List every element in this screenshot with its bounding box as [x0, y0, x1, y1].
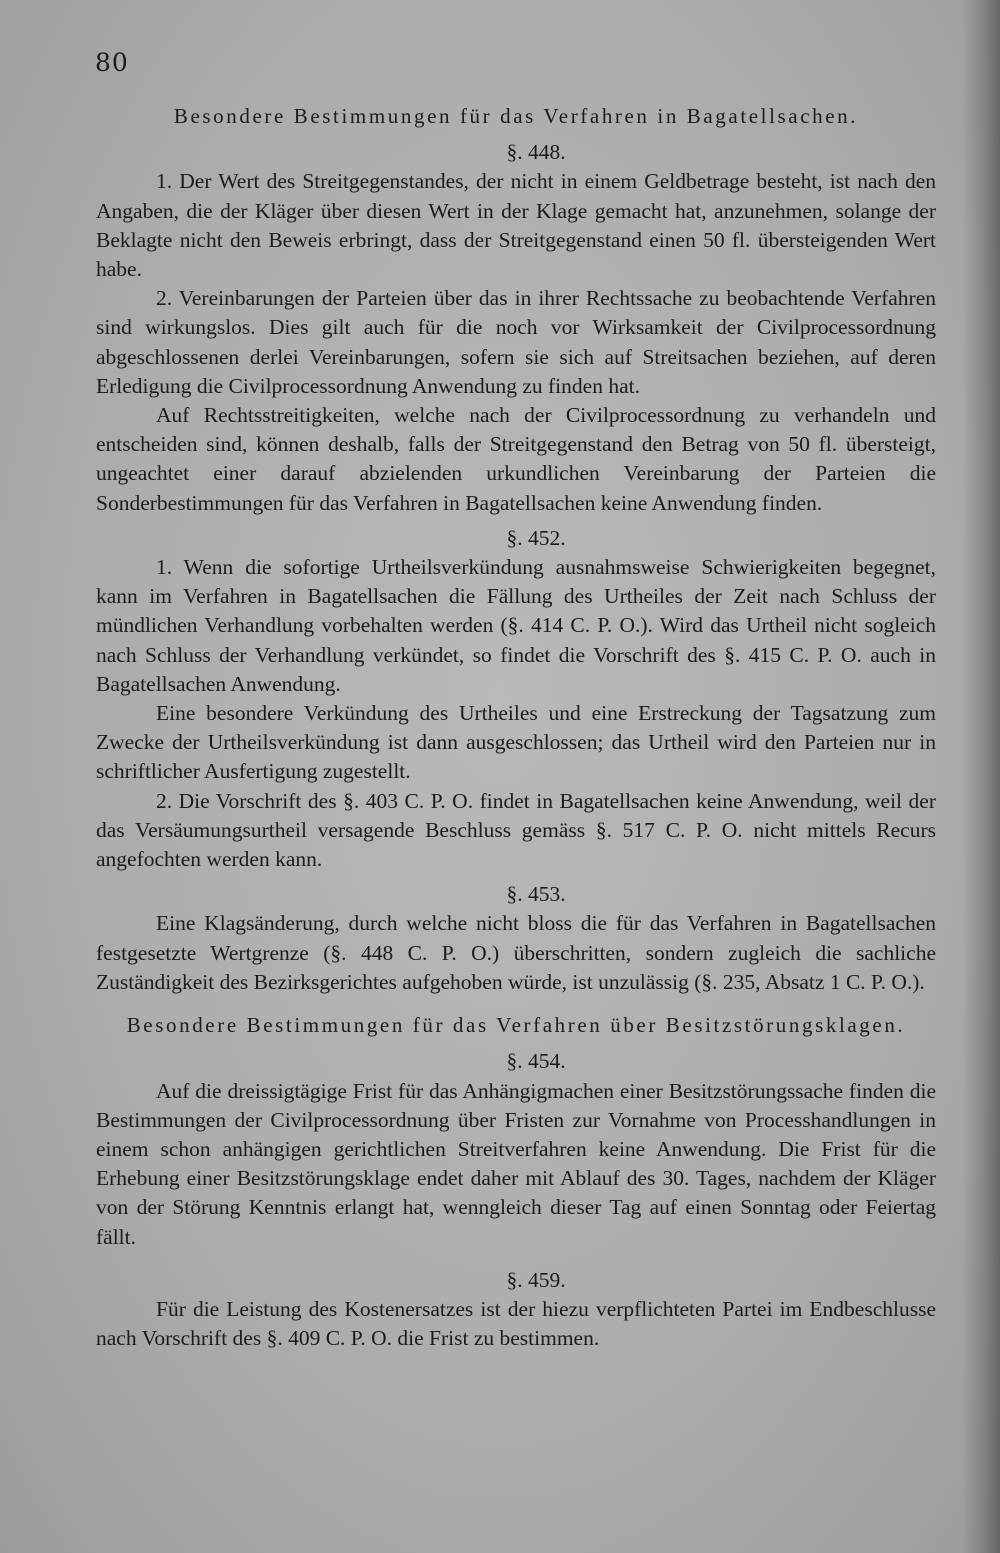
paragraph-448-2: 2. Vereinbarungen der Parteien über das in ihrer Rechtssache zu beobachtende Verfahren sind wirkungslos. Dies gilt auch für die noch vor Wirksamkeit der Civilprocessordnung abgeschlossenen derlei Vereinbarungen, sofern sie sich auf Streitsachen beziehen, auf deren Erledigung die Civilprocessordnung Anwendung zu finden hat. [96, 286, 936, 398]
page-number: 80 [95, 48, 129, 77]
paragraph-453-1: Eine Klagsänderung, durch welche nicht bloss die für das Verfahren in Bagatellsachen festgesetzte Wertgrenze (§. 448 C. P. O.) überschritten, sondern zugleich die sachliche Zuständigkeit des Bezirksgerichtes aufgehoben würde, ist unzulässig (§. 235, Absatz 1 C. P. O.). [96, 911, 936, 994]
section-title-459: §. 459. [506, 1267, 566, 1292]
page-body [96, 102, 936, 1353]
paragraph-459-1: Für die Leistung des Kostenersatzes ist der hiezu verpflichteten Partei im Endbeschlusse nach Vorschrift des §. 409 C. P. O. die Frist zu bestimmen. [96, 1296, 936, 1351]
paragraph-448-1: 1. Der Wert des Streitgegenstandes, der nicht in einem Geldbetrage besteht, ist nach den Angaben, die der Kläger über diesen Wert in der Klage gemacht hat, anzunehmen, solange der Beklagte nicht den Beweis erbringt, dass der Streitgegenstand einen 50 fl. übersteigenden Wert habe. [96, 169, 936, 282]
chapter-heading-besitzstoerung: Besondere Bestimmungen für das Verfahren über Besitzstörungsklagen. [126, 1013, 906, 1038]
section-title-453: §. 453. [506, 882, 566, 907]
section-title-454: §. 454. [506, 1049, 566, 1074]
paragraph-452-2: Eine besondere Verkündung des Urtheiles und eine Erstreckung der Tagsatzung zum Zwecke der Urtheilsverkündung ist dann ausgeschlossen; das Urtheil wird den Parteien nur in schriftlicher Ausfertigung zugestellt. [96, 701, 936, 784]
section-title-452: §. 452. [506, 525, 566, 550]
chapter-heading-bagatell: Besondere Bestimmungen für das Verfahren in Bagatellsachen. [173, 104, 859, 128]
paragraph-448-3: Auf Rechtsstreitigkeiten, welche nach der Civilprocessordnung zu verhandeln und entscheiden sind, können deshalb, falls der Streitgegenstand den Betrag von 50 fl. übersteigt, ungeachtet einer darauf abzielenden urkundlichen Vereinbarung der Parteien die Sonderbestimmungen für das Verfahren in Bagatellsachen keine Anwendung finden. [96, 403, 936, 515]
paragraph-452-3: 2. Die Vorschrift des §. 403 C. P. O. findet in Bagatellsachen keine Anwendung, weil der das Versäumungsurtheil versagende Beschluss gemäss §. 517 C. P. O. nicht mittels Recurs angefochten werden kann. [96, 788, 936, 872]
paragraph-454-1: Auf die dreissigtägige Frist für das Anhängigmachen einer Besitzstörungssache finden die Bestimmungen der Civilprocessordnung über Fristen zur Vornahme von Processhandlungen in einem schon anhängigen gerichtlichen Streitverfahren keine Anwendung. Die Frist für die Erhebung einer Besitzstörungsklage endet daher mit Ablauf des 30. Tages, nachdem der Kläger von der Störung Kenntnis erlangt hat, wenngleich dieser Tag auf einen Sonntag oder Feiertag fällt. [96, 1078, 936, 1249]
page-edge-shadow [962, 0, 1000, 1553]
paragraph-452-1: 1. Wenn die sofortige Urtheilsverkündung ausnahmsweise Schwierigkeiten begegnet, kann im Verfahren in Bagatellsachen die Fällung des Urtheiles der Zeit nach Schluss der mündlichen Verhandlung vorbehalten werden (§. 414 C. P. O.). Wird das Urtheil nicht sogleich nach Schluss der Verhandlung verkündet, so findet die Vorschrift des §. 415 C. P. O. auch in Bagatellsachen Anwendung. [96, 555, 936, 696]
section-title-448: §. 448. [506, 140, 566, 165]
